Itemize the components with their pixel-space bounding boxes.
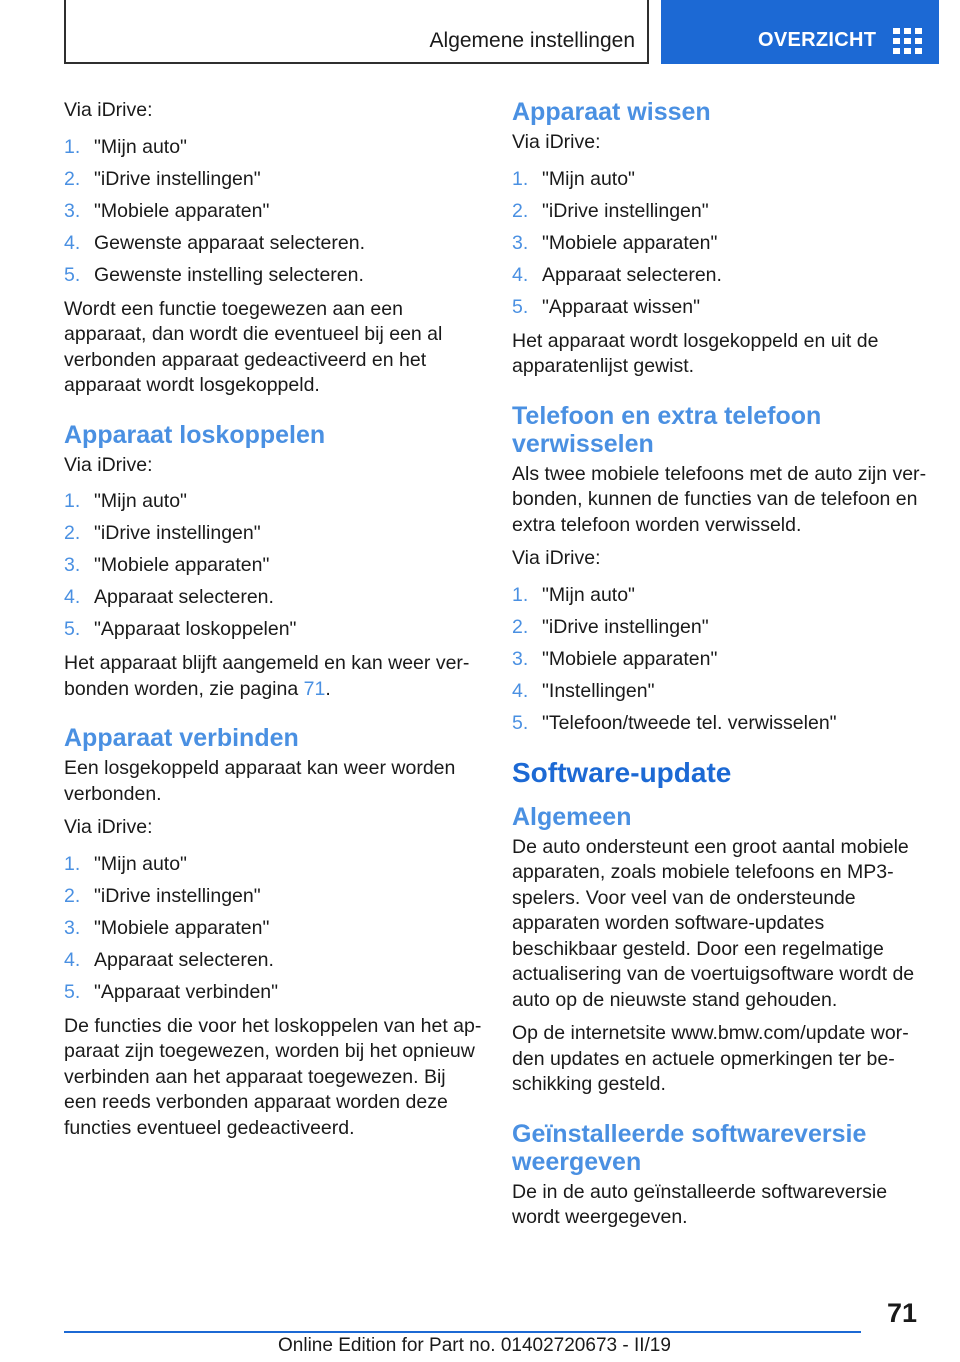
steps-list xyxy=(64,131,482,291)
intro-text: Via iDrive: xyxy=(512,131,601,153)
intro-text: Via iDrive: xyxy=(64,816,153,838)
list-item: 2. "iDrive instellingen" xyxy=(512,199,709,222)
list-item: 4. Gewenste apparaat selecteren. xyxy=(64,231,366,254)
list-item: 5. "Apparaat wissen" xyxy=(512,295,701,318)
heading-general: Algemeen xyxy=(512,802,632,831)
overview-label: OVERZICHT xyxy=(758,29,877,51)
page-link[interactable]: 71 xyxy=(303,677,326,700)
paragraph: De in de auto geïnstalleerde softwareversie wordt weergegeven. xyxy=(512,1180,888,1228)
section-header-tab xyxy=(64,0,649,64)
paragraph: Wordt een functie toegewezen aan een apparaat, dan wordt die eventueel bij een al verbonden apparaat gedeactiveerd en het apparaat wordt losgekoppeld. xyxy=(64,297,443,396)
list-item: 3. "Mobiele apparaten" xyxy=(64,554,270,576)
list-item: 2. "iDrive instellingen" xyxy=(64,167,261,190)
list-item: 2. "iDrive instellingen" xyxy=(64,884,261,907)
paragraph: De auto ondersteunt een groot aantal mobiele apparaten, zoals mobiele telefoons en MP3-spelers. Voor veel van de ondersteunde apparaten worden software-updates beschikbaar gesteld. Door een regelmatige actualisering van de voertuigsoftware wordt de auto op de nieuwste stand gehouden. xyxy=(512,835,915,1011)
list-item: 1. "Mijn auto" xyxy=(64,135,187,158)
list-item: 5. Gewenste instelling selecteren. xyxy=(64,263,364,286)
heading-software-update: Software-update xyxy=(512,756,732,788)
steps-list xyxy=(64,485,482,645)
grid-menu-icon xyxy=(893,28,923,54)
section-title: Algemene instellingen xyxy=(429,29,635,52)
intro-text: Via iDrive: xyxy=(512,547,601,569)
intro-text: Via iDrive: xyxy=(64,453,153,476)
list-item: 3. "Mobiele apparaten" xyxy=(64,916,270,939)
heading-disconnect: Apparaat loskoppelen xyxy=(64,420,326,449)
steps-list xyxy=(512,579,930,739)
list-item: 3. "Mobiele apparaten" xyxy=(512,647,718,670)
steps-list xyxy=(512,163,930,323)
list-item: 5. "Apparaat verbinden" xyxy=(64,980,279,1003)
page-number: 71 xyxy=(887,1298,918,1328)
paragraph: Het apparaat blijft aangemeld en kan weer verbonden worden, zie pagina 71. xyxy=(64,652,470,700)
paragraph: Op de internetsite www.bmw.com/update worden updates en actuele opmerkingen ter beschikking gesteld. xyxy=(512,1022,909,1095)
right-column xyxy=(512,98,930,1239)
paragraph: Een losgekoppeld apparaat kan weer worden verbonden. xyxy=(64,757,456,805)
list-item: 1. "Mijn auto" xyxy=(64,852,187,875)
list-item: 4. Apparaat selecteren. xyxy=(64,948,274,971)
list-item: 1. "Mijn auto" xyxy=(512,167,635,190)
footer-divider xyxy=(64,1331,861,1333)
list-item: 4. Apparaat selecteren. xyxy=(512,263,722,286)
list-item: 1. "Mijn auto" xyxy=(64,490,187,512)
left-column xyxy=(64,98,482,1149)
paragraph: De functies die voor het loskoppelen van het apparaat zijn toegewezen, worden bij het opnieuw verbinden aan het apparaat toegewezen. Bij een reeds verbonden apparaat worden deze functies eventueel gedeactiveerd. xyxy=(64,1014,482,1139)
intro-text: Via iDrive: xyxy=(64,99,153,121)
list-item: 4. Apparaat selecteren. xyxy=(64,586,274,608)
list-item: 2. "iDrive instellingen" xyxy=(64,522,261,544)
list-item: 4. "Instellingen" xyxy=(512,679,655,702)
heading-installed-version: Geïnstalleerde softwareversie weergeven xyxy=(512,1119,867,1176)
list-item: 1. "Mijn auto" xyxy=(512,583,635,606)
heading-connect: Apparaat verbinden xyxy=(64,724,299,752)
heading-delete: Apparaat wissen xyxy=(512,98,711,126)
paragraph: Als twee mobiele telefoons met de auto zijn verbonden, kunnen de functies van de telefoon en extra telefoon worden verwisseld. xyxy=(512,462,927,536)
list-item: 3. "Mobiele apparaten" xyxy=(64,199,270,222)
paragraph: Het apparaat wordt losgekoppeld en uit de apparatenlijst gewist. xyxy=(512,329,879,377)
steps-list xyxy=(64,848,482,1008)
list-item: 5. "Telefoon/tweede tel. verwisselen" xyxy=(512,711,837,734)
heading-switch-phone: Telefoon en extra telefoon verwisselen xyxy=(512,401,822,458)
edition-text: Online Edition for Part no. 01402720673 - II/19 xyxy=(278,1335,671,1356)
list-item: 2. "iDrive instellingen" xyxy=(512,615,709,638)
list-item: 3. "Mobiele apparaten" xyxy=(512,231,718,254)
overview-button[interactable] xyxy=(661,0,939,64)
list-item: 5. "Apparaat loskoppelen" xyxy=(64,618,297,640)
